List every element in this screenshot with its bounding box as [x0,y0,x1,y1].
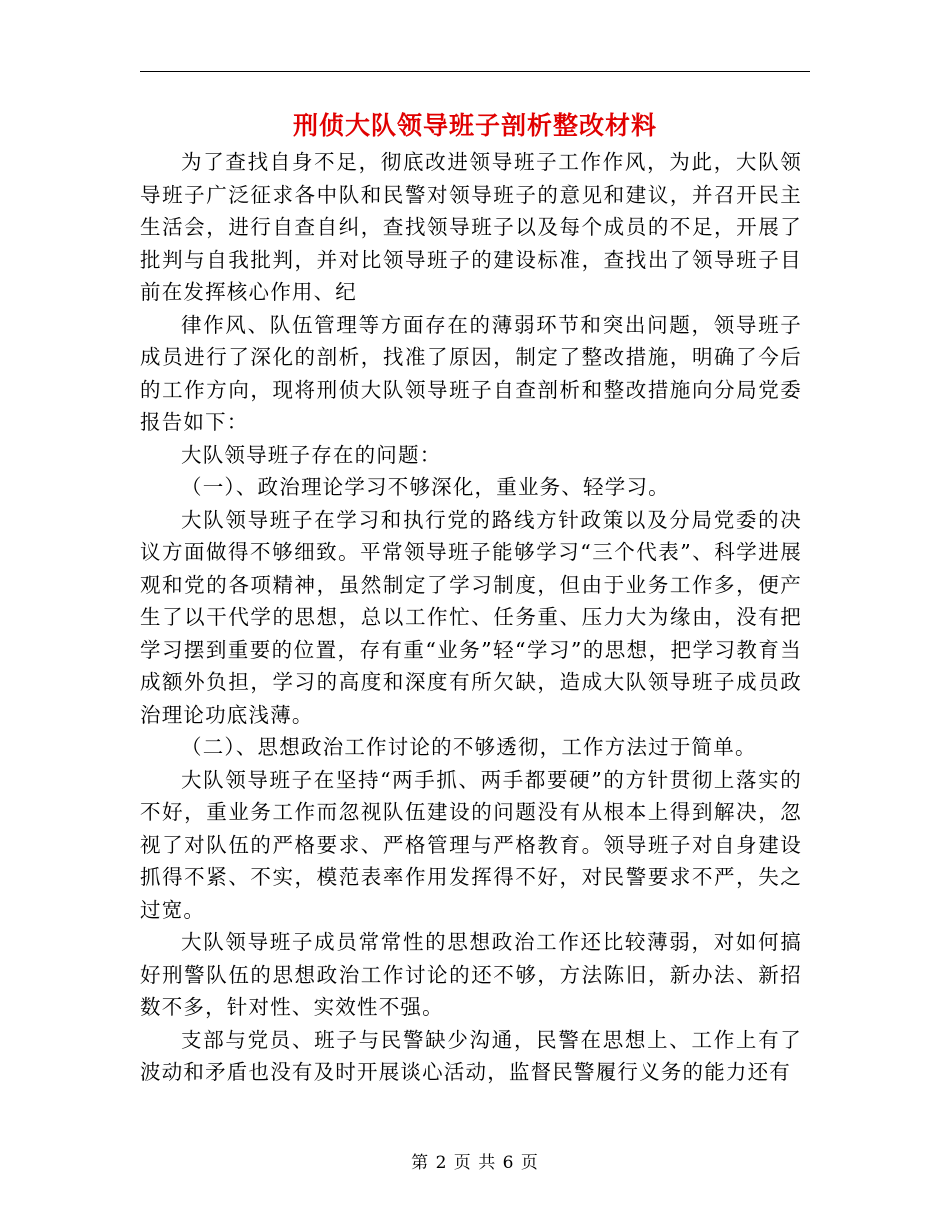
paragraph: 支部与党员、班子与民警缺少沟通，民警在思想上、工作上有了波动和矛盾也没有及时开展谈心活动，监督民警履行义务的能力还有 [140,1027,802,1084]
section-heading: （一）、政治理论学习不够深化，重业务、轻学习。 [181,475,670,499]
paragraph: 大队领导班子成员常常性的思想政治工作还比较薄弱，对如何搞好刑警队伍的思想政治工作讨论的还不够，方法陈旧，新办法、新招数不多，针对性、实效性不强。 [140,930,802,1019]
paragraph: 大队领导班子在坚持“两手抓、两手都要硬”的方针贯彻上落实的不好，重业务工作而忽视队伍建设的问题没有从根本上得到解决，忽视了对队伍的严格要求、严格管理与严格教育。领导班子对自身建设抓得不紧、不实，模范表率作用发挥得不好，对民警要求不严，失之过宽。 [140,767,802,922]
paragraph: 律作风、队伍管理等方面存在的薄弱环节和突出问题，领导班子成员进行了深化的剖析，找准了原因，制定了整改措施，明确了今后的工作方向，现将刑侦大队领导班子自查剖析和整改措施向分局党委报告如下： [140,312,802,434]
section-heading: （二）、思想政治工作讨论的不够透彻，工作方法过于简单。 [181,735,757,759]
page-number: 第 2 页 共 6 页 [411,1153,539,1173]
section-intro: 大队领导班子存在的问题： [181,442,442,467]
paragraph: 大队领导班子在学习和执行党的路线方针政策以及分局党委的决议方面做得不够细致。平常领导班子能够学习“三个代表”、科学进展观和党的各项精神，虽然制定了学习制度，但由于业务工作多，便产生了以干代学的思想，总以工作忙、任务重、压力大为缘由，没有把学习摆到重要的位置，存有重“业务”轻“学习”的思想，把学习教育当成额外负担，学习的高度和深度有所欠缺，造成大队领导班子成员政治理论功底浅薄。 [140,507,802,727]
document-title: 刑侦大队领导班子剖析整改材料 [292,111,657,140]
paragraph: 为了查找自身不足，彻底改进领导班子工作作风，为此，大队领导班子广泛征求各中队和民警对领导班子的意见和建议，并召开民主生活会，进行自查自纠，查找领导班子以及每个成员的不足，开展了批判与自我批判，并对比领导班子的建设标准，查找出了领导班子目前在发挥核心作用、纪 [140,150,802,304]
header-rule [140,71,810,72]
document-body [140,146,802,1089]
